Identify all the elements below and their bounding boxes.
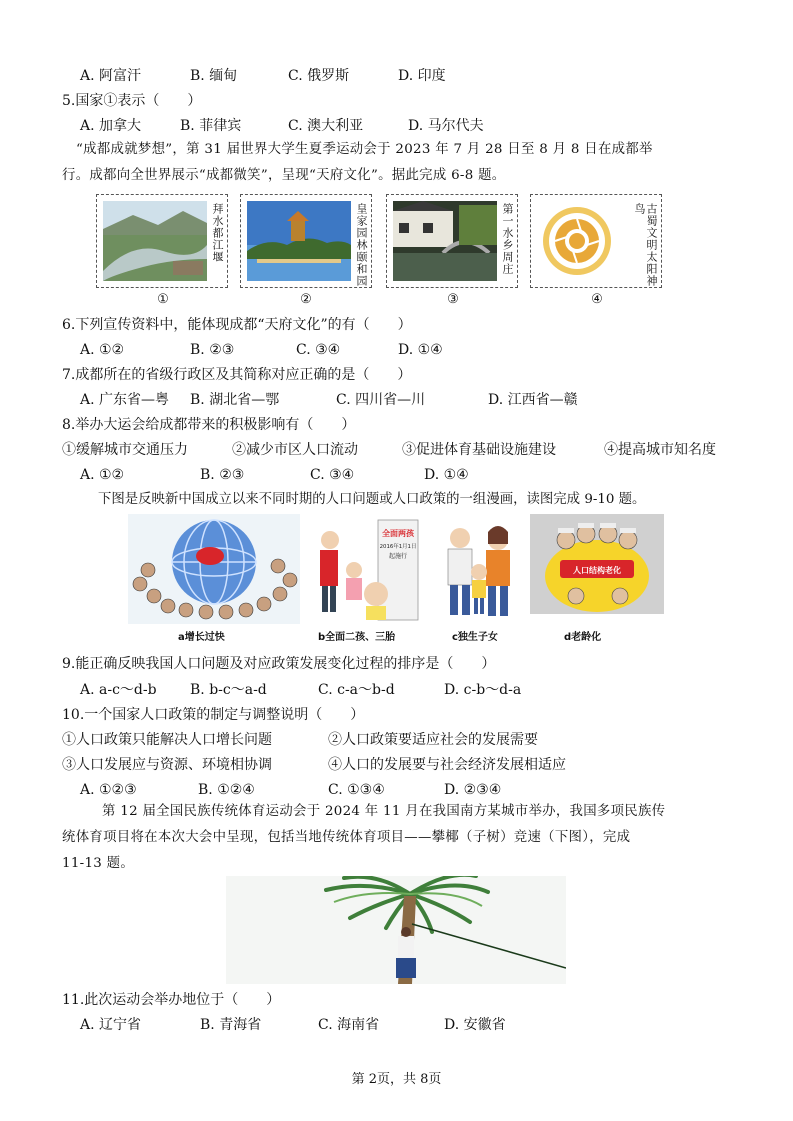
q5-option-a: A. 加拿大 bbox=[80, 118, 142, 134]
q7-stem: 7.成都所在的省级行政区及其简称对应正确的是（ ） bbox=[62, 367, 412, 383]
q8-option-b: B. ②③ bbox=[200, 467, 245, 483]
picture-caption: 拜水都江堰 bbox=[211, 203, 224, 263]
intro-11-13-line3: 11-13 题。 bbox=[62, 856, 135, 871]
q10-choice-4: ④人口的发展要与社会经济发展相适应 bbox=[328, 757, 566, 773]
picture-caption: 第一水乡周庄 bbox=[501, 203, 514, 275]
sign-text-3: 起施行 bbox=[388, 553, 408, 560]
q10-choice-2: ②人口政策要适应社会的发展需要 bbox=[328, 732, 538, 748]
intro-11-13 bbox=[62, 799, 742, 877]
q11-option-a: A. 辽宁省 bbox=[80, 1017, 142, 1033]
q4-option-b: B. 缅甸 bbox=[190, 68, 238, 84]
q8-option-d: D. ①④ bbox=[424, 467, 469, 483]
page-footer: 第 2页，共 8页 bbox=[351, 1072, 442, 1087]
q10-option-b: B. ①②④ bbox=[198, 782, 255, 798]
picture-zhouzhuang bbox=[386, 194, 518, 288]
picture-number: ② bbox=[300, 292, 312, 307]
intro-6-8-line1: “成都成就梦想”，第 31 届世界大学生夏季运动会于 2023 年 7 月 28 日至 8 月 8 日在成都举 bbox=[76, 142, 653, 157]
q7-option-c: C. 四川省—川 bbox=[336, 392, 426, 408]
q8-stem: 8.举办大运会给成都带来的积极影响有（ ） bbox=[62, 417, 356, 433]
q8-choice-4: ④提高城市知名度 bbox=[604, 442, 716, 458]
q8-choice-3: ③促进体育基础设施建设 bbox=[402, 442, 556, 458]
q7-option-b: B. 湖北省—鄂 bbox=[190, 392, 280, 408]
q4-option-c: C. 俄罗斯 bbox=[288, 68, 350, 84]
q11-stem: 11.此次运动会举办地位于（ ） bbox=[62, 992, 281, 1008]
q9-stem: 9.能正确反映我国人口问题及对应政策发展变化过程的排序是（ ） bbox=[62, 656, 496, 672]
intro-6-8-line2: 行。成都向全世界展示“成都微笑”，呈现“天府文化”。据此完成 6-8 题。 bbox=[62, 168, 506, 183]
picture-number: ④ bbox=[591, 292, 603, 307]
cartoon-one-child bbox=[438, 514, 520, 624]
q10-choice-3: ③人口发展应与资源、环境相协调 bbox=[62, 757, 272, 773]
q4-option-d: D. 印度 bbox=[398, 68, 446, 84]
picture-caption: 皇家园林颐和园 bbox=[355, 203, 368, 287]
intro-11-13-line1: 第 12 届全国民族传统体育运动会于 2024 年 11 月在我国南方某城市举办，我国多项民族传 bbox=[102, 804, 666, 819]
cartoon-two-three-children bbox=[308, 514, 420, 624]
q5-option-b: B. 菲律宾 bbox=[180, 118, 242, 134]
intro-11-13-line2: 统体育项目将在本次大会中呈现，包括当地传统体育项目——攀椰（子树）竞速（下图），完成 bbox=[62, 830, 631, 845]
cartoon-caption-b: b全面二孩、三胎 bbox=[318, 632, 396, 643]
q10-option-d: D. ②③④ bbox=[444, 782, 502, 798]
coconut-climbing-photo bbox=[226, 876, 566, 984]
q8-option-c: C. ③④ bbox=[310, 467, 355, 483]
q10-option-a: A. ①②③ bbox=[80, 782, 137, 798]
q9-option-c: C. c-a～b-d bbox=[318, 682, 395, 698]
picture-dujiangyan bbox=[96, 194, 228, 288]
q4-option-a: A. 阿富汗 bbox=[80, 68, 142, 84]
cartoon-caption-a: a增长过快 bbox=[178, 632, 225, 643]
q9-option-d: D. c-b～d-a bbox=[444, 682, 522, 698]
zhouzhuang-image bbox=[393, 201, 497, 281]
intro-9-10: 下图是反映新中国成立以来不同时期的人口问题或人口政策的一组漫画，读图完成 9-10 题。 bbox=[98, 492, 646, 507]
q6-option-a: A. ①② bbox=[80, 342, 125, 358]
q6-option-d: D. ①④ bbox=[398, 342, 443, 358]
q10-option-c: C. ①③④ bbox=[328, 782, 385, 798]
q8-choice-2: ②减少市区人口流动 bbox=[232, 442, 358, 458]
cartoon-growth-too-fast bbox=[128, 514, 300, 624]
q9-option-a: A. a-c～d-b bbox=[80, 682, 157, 698]
q5-option-c: C. 澳大利亚 bbox=[288, 118, 364, 134]
q10-choice-1: ①人口政策只能解决人口增长问题 bbox=[62, 732, 272, 748]
intro-6-8 bbox=[62, 137, 742, 189]
q8-choice-1: ①缓解城市交通压力 bbox=[62, 442, 188, 458]
q11-option-b: B. 青海省 bbox=[200, 1017, 262, 1033]
dujiangyan-image bbox=[103, 201, 207, 281]
cartoon-caption-d: d老龄化 bbox=[564, 632, 602, 643]
q7-option-a: A. 广东省—粤 bbox=[80, 392, 170, 408]
sign-text-2: 2016年1月1日 bbox=[379, 544, 417, 550]
q10-stem: 10.一个国家人口政策的制定与调整说明（ ） bbox=[62, 707, 365, 723]
q6-option-b: B. ②③ bbox=[190, 342, 235, 358]
picture-summer-palace bbox=[240, 194, 372, 288]
q6-stem: 6.下列宣传资料中，能体现成都“天府文化”的有（ ） bbox=[62, 317, 412, 333]
picture-sun-bird bbox=[530, 194, 662, 288]
q11-option-c: C. 海南省 bbox=[318, 1017, 380, 1033]
picture-caption: 古蜀文明太阳神鸟 bbox=[633, 203, 658, 287]
picture-number: ③ bbox=[447, 292, 459, 307]
q9-option-b: B. b-c～a-d bbox=[190, 682, 267, 698]
cartoon-caption-c: c独生子女 bbox=[452, 632, 498, 643]
picture-number: ① bbox=[157, 292, 169, 307]
q5-stem: 5.国家①表示（ ） bbox=[62, 93, 202, 109]
aging-banner-text: 人口结构老化 bbox=[573, 566, 621, 575]
q11-option-d: D. 安徽省 bbox=[444, 1017, 506, 1033]
q5-option-d: D. 马尔代夫 bbox=[408, 118, 484, 134]
q7-option-d: D. 江西省—赣 bbox=[488, 392, 578, 408]
q8-option-a: A. ①② bbox=[80, 467, 125, 483]
cartoon-aging bbox=[530, 514, 664, 614]
sign-text-1: 全面两孩 bbox=[382, 529, 414, 538]
summer-palace-image bbox=[247, 201, 351, 281]
sun-bird-image bbox=[537, 201, 641, 281]
q6-option-c: C. ③④ bbox=[296, 342, 341, 358]
